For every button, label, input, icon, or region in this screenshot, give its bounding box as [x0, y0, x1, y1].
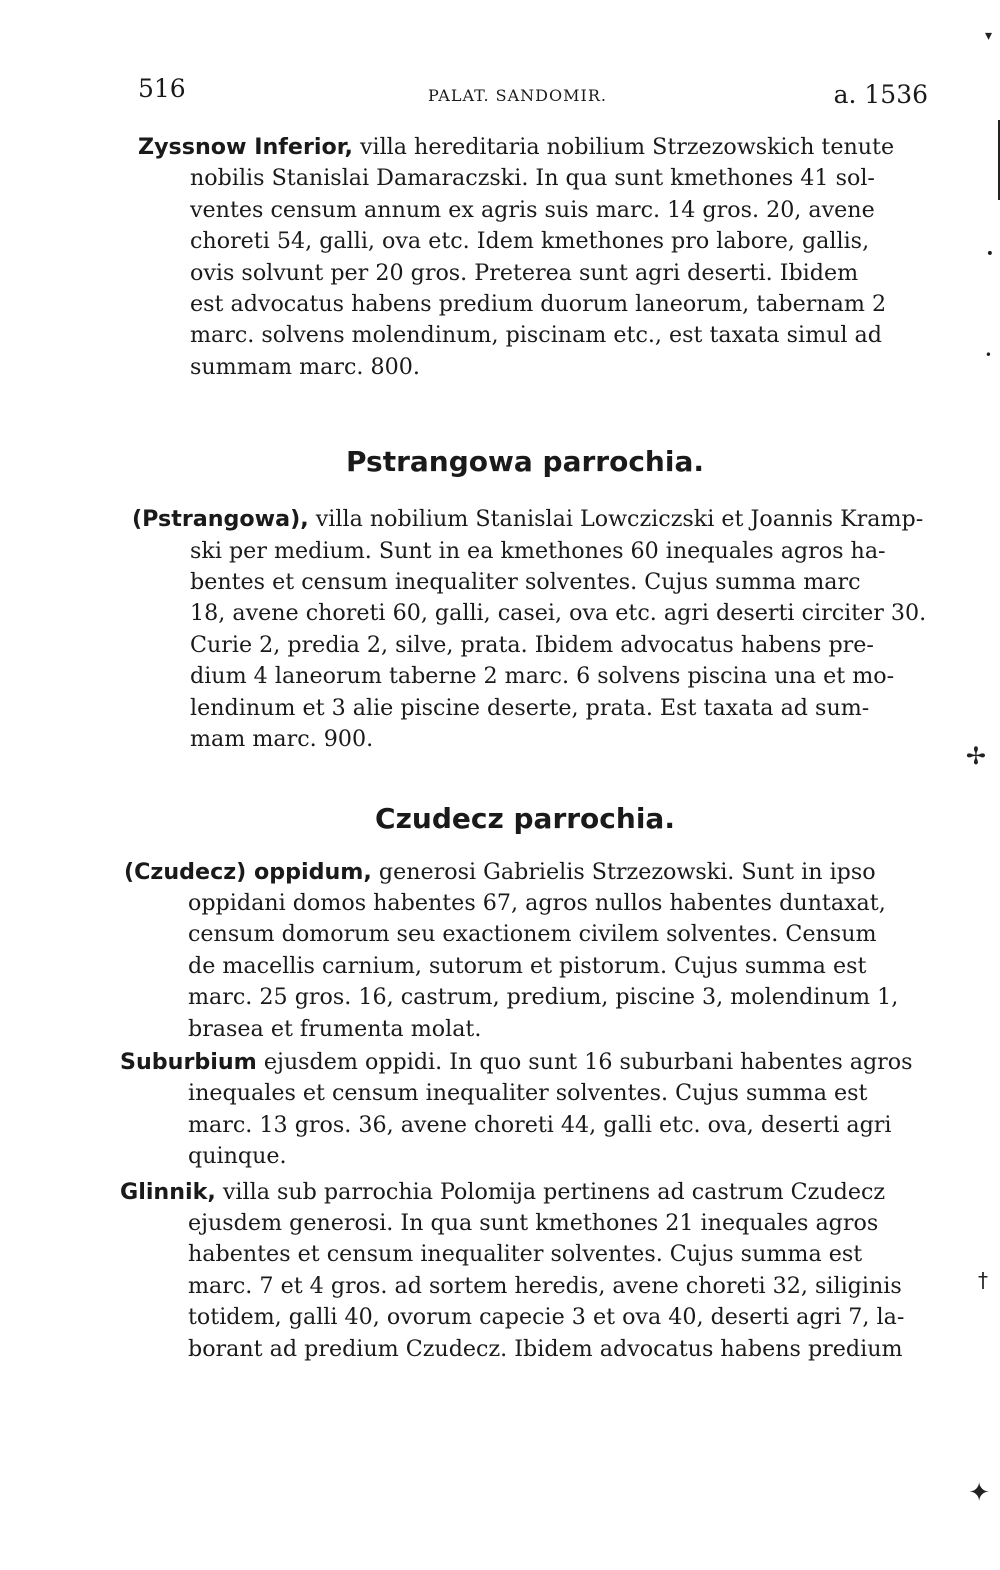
- entry-first-line: [120, 132, 920, 163]
- year: a. 1536: [833, 80, 928, 109]
- entry-line: bentes et censum inequaliter solventes. Cujus summa marc: [190, 569, 861, 596]
- entry-first-line: [120, 1047, 920, 1078]
- entry-suburbium: [120, 1047, 920, 1173]
- entry-line: marc. 25 gros. 16, castrum, predium, piscine 3, molendinum 1,: [188, 984, 899, 1011]
- entry-line: lendinum et 3 alie piscine deserte, prata. Est taxata ad sum-: [190, 694, 870, 721]
- entry-czudecz-oppidum: [120, 857, 920, 1045]
- entry-headword: Zyssnow Inferior,: [138, 134, 353, 160]
- entry-line: 18, avene choreti 60, galli, casei, ova etc. agri deserti circiter 30.: [190, 600, 927, 627]
- entry-line: est advocatus habens predium duorum laneorum, tabernam 2: [190, 291, 887, 318]
- entry-line: habentes et censum inequaliter solventes. Cujus summa est: [188, 1241, 863, 1268]
- entry-line: summam marc. 800.: [190, 353, 420, 380]
- entry-line: villa sub parrochia Polomija pertinens ad castrum Czudecz: [222, 1178, 886, 1205]
- entry-line: generosi Gabrielis Strzezowski. Sunt in ipso: [378, 858, 876, 885]
- entry-line: ventes censum annum ex agris suis marc. 14 gros. 20, avene: [190, 196, 875, 223]
- entry-line: mam marc. 900.: [190, 726, 374, 753]
- entry-line: nobilis Stanislai Damaraczski. In qua sunt kmethones 41 sol-: [190, 165, 875, 192]
- entry-line: borant ad predium Czudecz. Ibidem advocatus habens predium: [188, 1335, 903, 1362]
- margin-speck: •: [984, 348, 992, 362]
- entry-headword: Glinnik,: [120, 1178, 216, 1205]
- running-title: PALAT. SANDOMIR.: [428, 86, 607, 105]
- entry-line: marc. 7 et 4 gros. ad sortem heredis, avene choreti 32, siliginis: [188, 1272, 902, 1299]
- section-heading-czudecz: Czudecz parrochia.: [375, 801, 675, 835]
- entry-glinnik: [120, 1177, 920, 1365]
- entry-line: totidem, galli 40, ovorum capecie 3 et ova 40, deserti agri 7, la-: [188, 1304, 905, 1331]
- entry-first-line: [120, 504, 924, 535]
- entry-zyssnow: [120, 132, 920, 383]
- entry-line: ejusdem generosi. In qua sunt kmethones 21 inequales agros: [188, 1209, 879, 1236]
- entry-first-line: [120, 857, 920, 888]
- page-header: [138, 72, 928, 112]
- entry-line: choreti 54, galli, ova etc. Idem kmethones pro labore, gallis,: [190, 228, 870, 255]
- entry-line: quinque.: [188, 1143, 287, 1170]
- entry-line: ski per medium. Sunt in ea kmethones 60 inequales agros ha-: [190, 537, 886, 564]
- entry-line: censum domorum seu exactionem civilem solventes. Censum: [188, 921, 877, 948]
- entry-line: marc. solvens molendinum, piscinam etc., est taxata simul ad: [190, 322, 882, 349]
- margin-speck: •: [985, 246, 994, 262]
- entry-pstrangowa: [120, 504, 927, 755]
- entry-line: Curie 2, predia 2, silve, prata. Ibidem advocatus habens pre-: [190, 631, 874, 658]
- entry-headword: (Pstrangowa),: [132, 506, 309, 533]
- entry-line: villa hereditaria nobilium Strzezowskich tenute: [359, 134, 895, 160]
- page-number: 516: [138, 74, 186, 103]
- entry-line: ovis solvunt per 20 gros. Preterea sunt agri deserti. Ibidem: [190, 259, 859, 286]
- entry-line: de macellis carnium, sutorum et pistorum. Cujus summa est: [188, 952, 867, 979]
- entry-line: brasea et frumenta molat.: [188, 1015, 482, 1042]
- entry-headword: (Czudecz) oppidum,: [124, 858, 372, 885]
- margin-speck: ▾: [984, 28, 992, 44]
- entry-line: oppidani domos habentes 67, agros nullos habentes duntaxat,: [188, 889, 886, 916]
- margin-mark: †: [978, 1268, 988, 1292]
- entry-line: dium 4 laneorum taberne 2 marc. 6 solvens piscina una et mo-: [190, 663, 895, 690]
- entry-headword: Suburbium: [120, 1048, 257, 1075]
- entry-line: ejusdem oppidi. In quo sunt 16 suburbani habentes agros: [263, 1048, 913, 1075]
- margin-mark: ✦: [968, 1478, 990, 1508]
- entry-line: inequales et censum inequaliter solventes. Cujus summa est: [188, 1080, 868, 1107]
- entry-line: marc. 13 gros. 36, avene choreti 44, galli etc. ova, deserti agri: [188, 1111, 892, 1138]
- entry-first-line: [120, 1177, 920, 1208]
- section-heading-pstrangowa: Pstrangowa parrochia.: [346, 445, 704, 479]
- margin-mark: ✢: [965, 742, 986, 770]
- page-body: [120, 132, 927, 1365]
- entry-line: villa nobilium Stanislai Lowcziczski et Joannis Kramp-: [315, 506, 924, 533]
